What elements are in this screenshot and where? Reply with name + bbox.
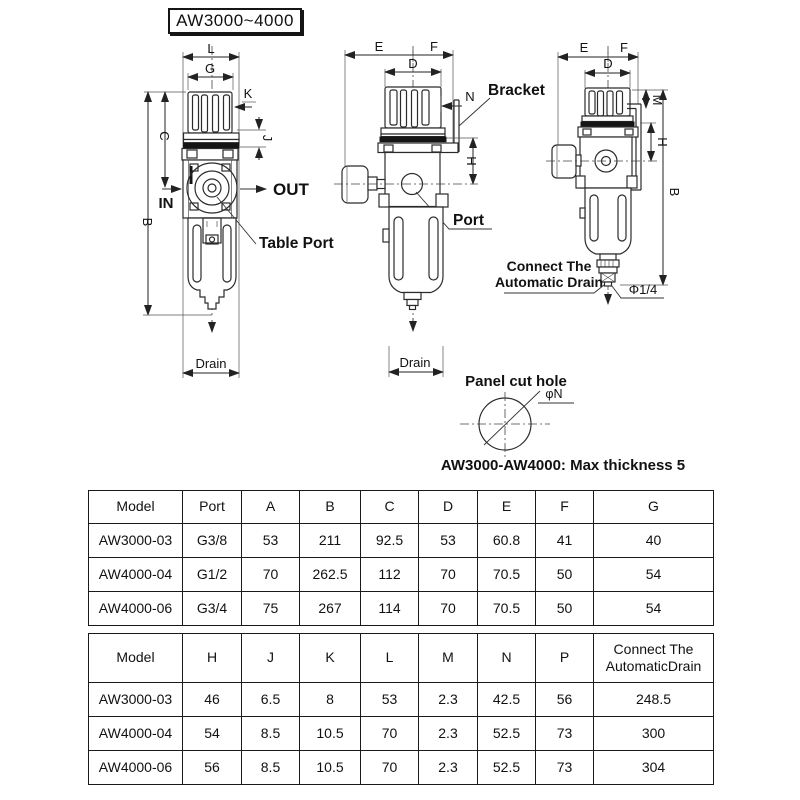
table-cell: 56 [536,683,594,717]
col-header: Model [89,634,183,683]
dim-F-label-side: F [430,39,438,54]
table-cell: G3/4 [183,592,242,626]
table-cell: 2.3 [419,751,478,785]
table-cell: 52.5 [478,717,536,751]
table-cell: 70 [419,592,478,626]
col-header: A [242,491,300,524]
port-label: Port [453,212,484,229]
model-cell: AW4000-04 [89,717,183,751]
col-header: N [478,634,536,683]
dim-E-label-side: E [374,39,384,54]
table-cell: 56 [183,751,242,785]
table-cell: 70 [361,717,419,751]
table-cell: 267 [300,592,361,626]
dim-B-label-bracket: B [667,187,682,197]
table-row [89,592,714,626]
model-cell: AW4000-04 [89,558,183,592]
col-header: D [419,491,478,524]
table-row [89,491,714,524]
table-cell: 52.5 [478,751,536,785]
table-cell: 300 [594,717,714,751]
table-cell: 92.5 [361,524,419,558]
table-cell: 10.5 [300,751,361,785]
model-cell: AW4000-06 [89,592,183,626]
table-cell: 50 [536,558,594,592]
table-cell: 53 [242,524,300,558]
bracket-label: Bracket [488,82,545,99]
table-cell: 8 [300,683,361,717]
table-cell: 54 [183,717,242,751]
bracket-view-drawing [495,40,682,304]
model-cell: AW4000-06 [89,751,183,785]
table-cell: 262.5 [300,558,361,592]
table-cell: 73 [536,717,594,751]
hole-diameter-label: φN [545,387,563,401]
table-cell: 70.5 [478,592,536,626]
connect-drain-label-line2: Automatic Drain [494,274,604,290]
connect-drain-label-line1: Connect The [506,258,592,274]
dim-L-label: L [207,41,215,56]
table-cell: 114 [361,592,419,626]
table-row [89,717,714,751]
table-cell: 54 [594,592,714,626]
dim-B-label: B [140,217,155,227]
col-header: L [361,634,419,683]
col-header: Model [89,491,183,524]
dim-G-label: G [204,61,216,76]
dim-H-label-bracket: H [655,137,670,147]
dim-C-label: C [157,131,172,141]
table-cell: 60.8 [478,524,536,558]
table-cell: 10.5 [300,717,361,751]
table-cell: 70.5 [478,558,536,592]
table-cell: 75 [242,592,300,626]
table-cell: 2.3 [419,717,478,751]
table-cell: 46 [183,683,242,717]
col-header: G [594,491,714,524]
col-header: Connect The AutomaticDrain [594,634,714,683]
col-header: Port [183,491,242,524]
table-cell: 8.5 [242,717,300,751]
dim-F-label-bracket: F [620,40,628,55]
series-title: AW3000~4000 [176,11,294,30]
table-cell: 53 [419,524,478,558]
table-row [89,683,714,717]
table-cell: 50 [536,592,594,626]
table-cell: G1/2 [183,558,242,592]
table-cell: 304 [594,751,714,785]
table-cell: 70 [242,558,300,592]
dimension-table-2 [88,633,714,785]
table-cell: 41 [536,524,594,558]
model-cell: AW3000-03 [89,524,183,558]
drain-label-side: Drain [399,355,431,370]
table-cell: 112 [361,558,419,592]
table-row [89,751,714,785]
dim-M-label: M [650,94,665,106]
dim-D-label-side: D [408,56,418,71]
table-cell: 211 [300,524,361,558]
col-header: P [536,634,594,683]
dim-K-label: K [243,86,253,101]
dimension-table-1 [88,490,714,626]
table-row [89,558,714,592]
dim-H-label-side: H [464,156,479,166]
col-header: B [300,491,361,524]
table-cell: 53 [361,683,419,717]
out-port-label: OUT [273,180,309,199]
table-cell: 42.5 [478,683,536,717]
model-cell: AW3000-03 [89,683,183,717]
side-view-drawing [334,39,545,377]
in-port-label: IN [158,195,174,212]
col-header: H [183,634,242,683]
table-cell: 6.5 [242,683,300,717]
col-header: J [242,634,300,683]
table-cell: 2.3 [419,683,478,717]
dim-N-label: N [465,89,475,104]
table-cell: 40 [594,524,714,558]
table-cell: 8.5 [242,751,300,785]
max-thickness-note: AW3000-AW4000: Max thickness 5 [440,457,686,474]
dim-E-label-bracket: E [579,40,589,55]
dim-J-label: J [260,134,275,142]
table-cell: 70 [419,558,478,592]
drain-label-front: Drain [195,356,227,371]
table-cell: 54 [594,558,714,592]
col-header: C [361,491,419,524]
table-row [89,634,714,683]
col-header: F [536,491,594,524]
panel-cut-hole-title: Panel cut hole [465,373,567,390]
col-header: M [419,634,478,683]
table-row [89,524,714,558]
table-cell: 248.5 [594,683,714,717]
table-port-label: Table Port [259,235,334,252]
table-cell: 70 [361,751,419,785]
table-cell: G3/8 [183,524,242,558]
table-cell: 73 [536,751,594,785]
panel-cut-hole-diagram [441,373,685,474]
drain-size-label: Φ1/4 [628,282,658,297]
dim-D-label-bracket: D [603,56,613,71]
col-header: K [300,634,361,683]
front-view-drawing [140,41,334,378]
col-header: E [478,491,536,524]
